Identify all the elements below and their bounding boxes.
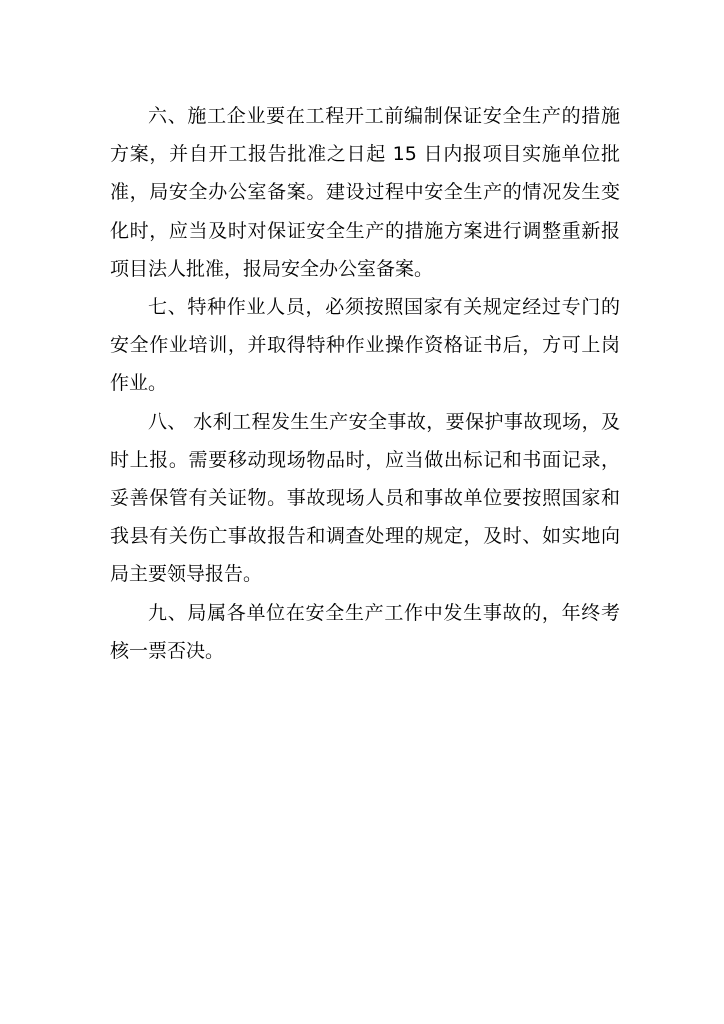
paragraph-eight: 八、 水利工程发生生产安全事故，要保护事故现场，及时上报。需要移动现场物品时，应当做出标记和书面记录，妥善保管有关证物。事故现场人员和事故单位要按照国家和我县有关伤亡事故报告和调查处理的规定，及时、如实地向局主要领导报告。 xyxy=(110,410,620,586)
paragraph-six: 六、施工企业要在工程开工前编制保证安全生产的措施方案，并自开工报告批准之日起 15 日内报项目实施单位批准，局安全办公室备案。建设过程中安全生产的情况发生变化时，应当及时对保证安全生产的措施方案进行调整重新报项目法人批准，报局安全办公室备案。 xyxy=(110,105,620,280)
paragraph-seven: 七、特种作业人员，必须按照国家有关规定经过专门的安全作业培训，并取得特种作业操作资格证书后，方可上岗作业。 xyxy=(110,296,620,395)
paragraph-nine: 九、局属各单位在安全生产工作中发生事故的，年终考核一票否决。 xyxy=(110,601,620,662)
document-body xyxy=(110,97,620,670)
